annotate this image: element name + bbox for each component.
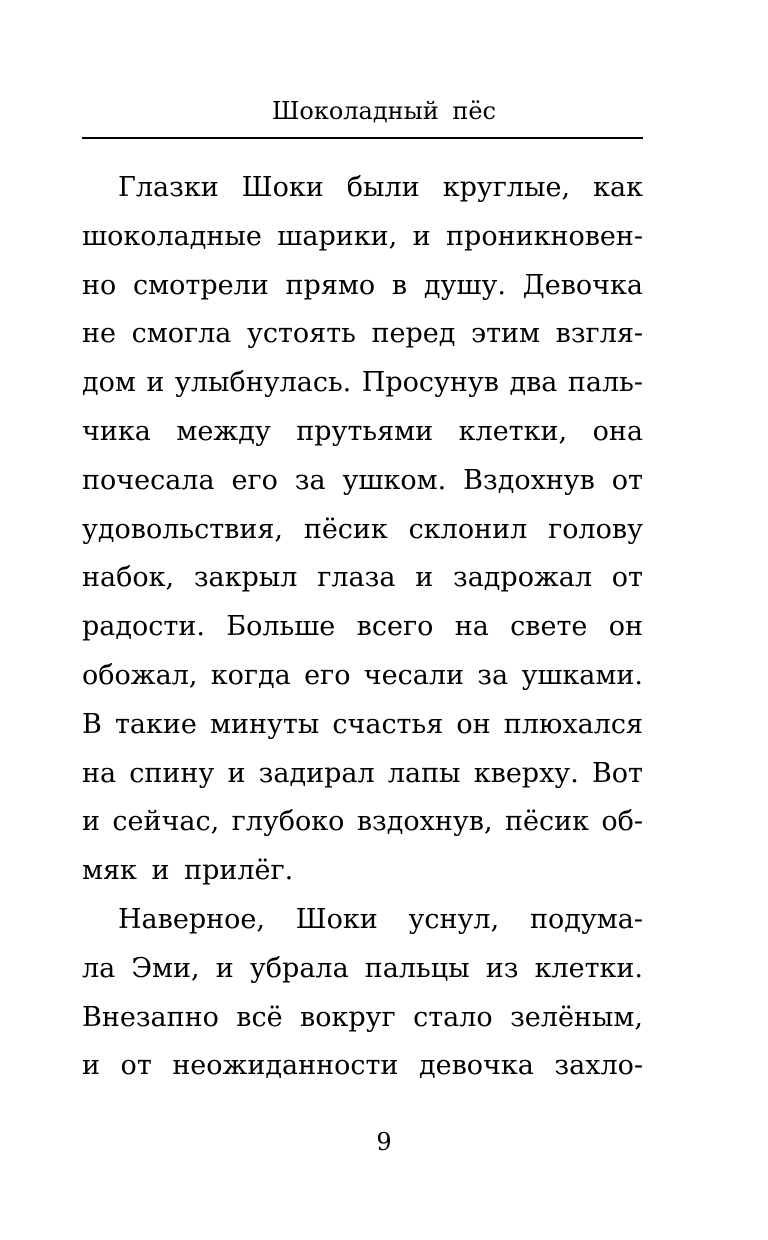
text-line: В такие минуты счастья он плюхался [82, 708, 643, 740]
text-line: Внезапно всё вокруг стало зелёным, [82, 1001, 643, 1033]
text-line: набок, закрыл глаза и задрожал от [82, 562, 643, 594]
text-line: на спину и задирал лапы кверху. Вот [82, 757, 643, 789]
body-text [82, 164, 643, 1091]
text-line: обожал, когда его чесали за ушками. [82, 659, 643, 691]
text-line: радости. Больше всего на свете он [82, 611, 643, 643]
page-number: 9 [376, 1128, 392, 1156]
header-rule [82, 137, 643, 139]
text-line: шоколадные шарики, и проникновен- [82, 220, 643, 252]
text-line: чика между прутьями клетки, она [82, 415, 643, 447]
running-head: Шоколадный пёс [272, 97, 496, 125]
text-line: и от неожиданности девочка захло- [82, 1050, 643, 1082]
text-line: но смотрели прямо в душу. Девочка [82, 269, 643, 301]
text-line: Наверное, Шоки уснул, подума- [118, 903, 643, 935]
text-line: и сейчас, глубоко вздохнув, пёсик об- [82, 806, 643, 838]
text-line: не смогла устоять перед этим взгля- [82, 318, 643, 350]
text-line: Глазки Шоки были круглые, как [118, 172, 643, 203]
text-line: дом и улыбнулась. Просунув два паль- [82, 367, 643, 399]
text-line: ла Эми, и убрала пальцы из клетки. [82, 952, 643, 984]
paragraph [82, 896, 643, 1091]
text-line: мяк и прилёг. [82, 855, 294, 887]
text-line: удовольствия, пёсик склонил голову [82, 513, 643, 545]
paragraph [82, 164, 643, 896]
text-line: почесала его за ушком. Вздохнув от [82, 464, 643, 496]
